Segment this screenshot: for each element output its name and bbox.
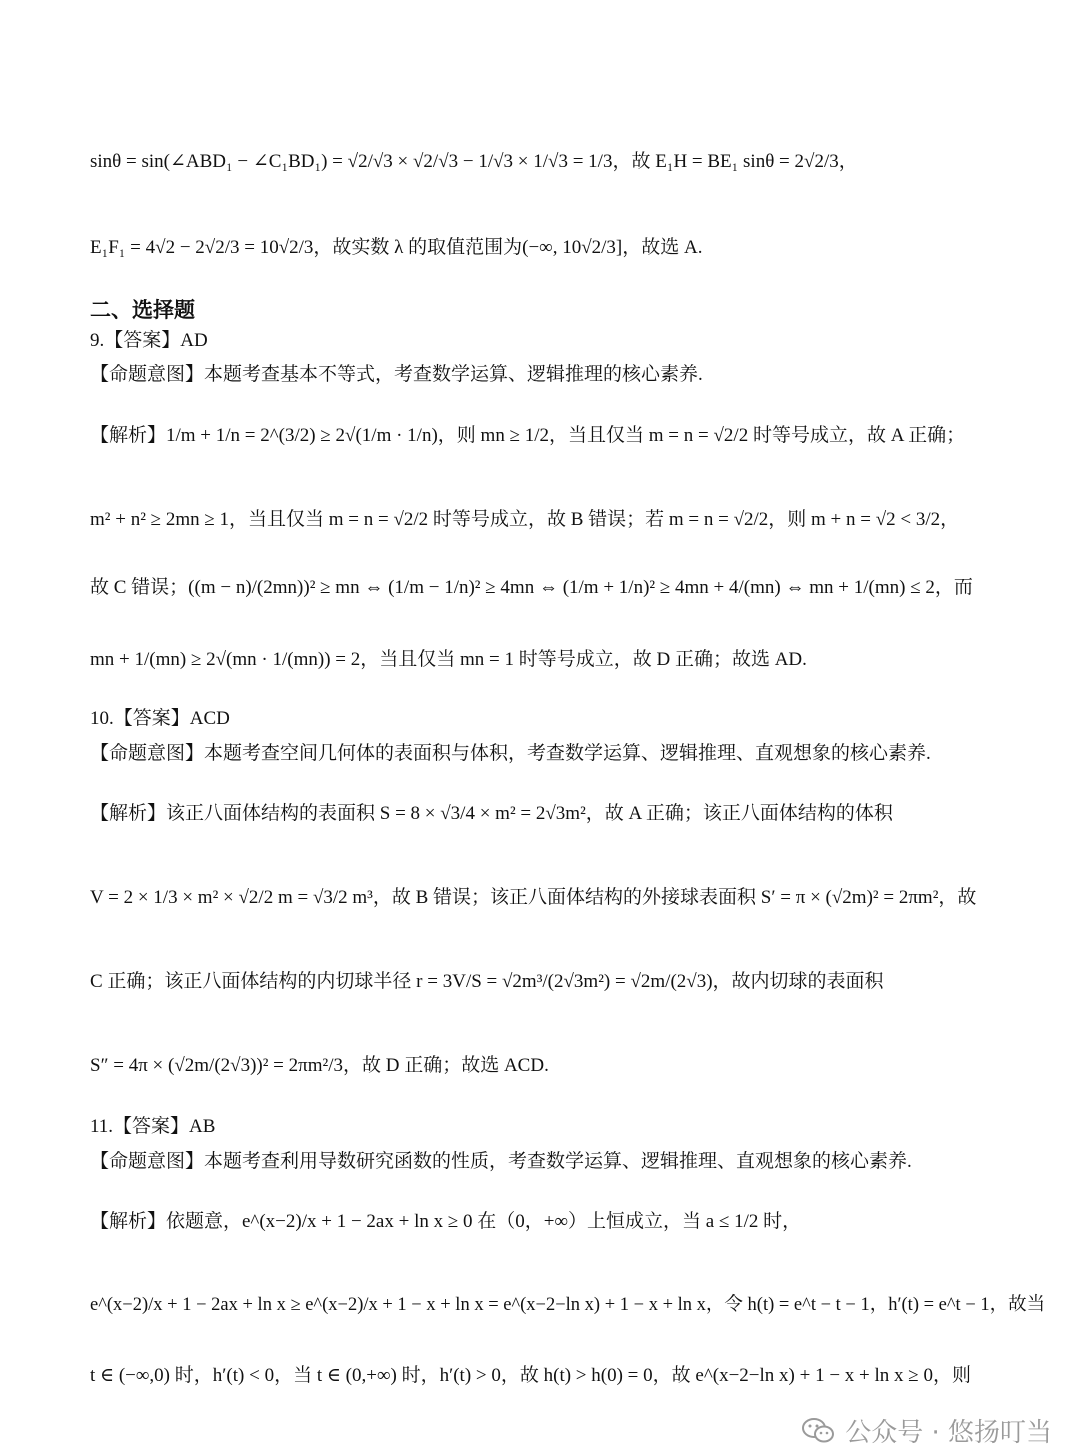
math-line-1: sinθ = sin(∠ABD₁ − ∠C₁BD₁) = √2/√3 × √2/√3 − 1/√3 × 1/√3 = 1/3，故 E₁H = BE₁ sinθ = 2√2/3，: [90, 151, 858, 172]
q11-analysis-2: e^(x−2)/x + 1 − 2ax + ln x ≥ e^(x−2)/x + 1 − x + ln x = e^(x−2−ln x) + 1 − x + ln x，令 h(t) = e^t − t − 1，h′(t) = e^t − 1，故当: [90, 1295, 1046, 1315]
q10-intent: 【命题意图】本题考查空间几何体的表面积与体积，考查数学运算、逻辑推理、直观想象的核心素养.: [90, 743, 931, 764]
q11-analysis-1: 【解析】依题意，e^(x−2)/x + 1 − 2ax + ln x ≥ 0 在（0，+∞）上恒成立，当 a ≤ 1/2 时，: [90, 1211, 802, 1232]
q10-answer: 10.【答案】ACD: [90, 708, 230, 729]
math-line-2: E₁F₁ = 4√2 − 2√2/3 = 10√2/3，故实数 λ 的取值范围为(−∞, 10√2/3]，故选 A.: [90, 237, 703, 258]
watermark: [801, 1412, 1052, 1449]
q9-intent: 【命题意图】本题考查基本不等式，考查数学运算、逻辑推理的核心素养.: [90, 364, 703, 385]
q9-analysis-1: 【解析】1/m + 1/n = 2^(3/2) ≥ 2√(1/m · 1/n)，则 mn ≥ 1/2，当且仅当 m = n = √2/2 时等号成立，故 A 正确；: [90, 425, 966, 446]
q11-intent: 【命题意图】本题考查利用导数研究函数的性质，考查数学运算、逻辑推理、直观想象的核心素养.: [90, 1151, 912, 1172]
q9-answer: 9.【答案】AD: [90, 330, 208, 351]
q10-analysis-4: S″ = 4π × (√2m/(2√3))² = 2πm²/3，故 D 正确；故选 ACD.: [90, 1055, 549, 1076]
wechat-icon: [801, 1417, 835, 1445]
q9-analysis-2: m² + n² ≥ 2mn ≥ 1，当且仅当 m = n = √2/2 时等号成立，故 B 错误；若 m = n = √2/2，则 m + n = √2 < 3/2，: [90, 509, 960, 530]
q10-analysis-2: V = 2 × 1/3 × m² × √2/2 m = √3/2 m³，故 B 错误；该正八面体结构的外接球表面积 S′ = π × (√2m)² = 2πm²，故: [90, 887, 977, 908]
q9-analysis-3: 故 C 错误；((m − n)/(2mn))² ≥ mn ⇔ (1/m − 1/n)² ≥ 4mn ⇔ (1/m + 1/n)² ≥ 4mn + 4/(mn) ⇔ mn + 1/(mn) ≤ 2，而: [90, 577, 973, 598]
q9-analysis-4: mn + 1/(mn) ≥ 2√(mn · 1/(mn)) = 2，当且仅当 mn = 1 时等号成立，故 D 正确；故选 AD.: [90, 649, 807, 670]
q10-analysis-1: 【解析】该正八面体结构的表面积 S = 8 × √3/4 × m² = 2√3m²，故 A 正确；该正八面体结构的体积: [90, 803, 893, 824]
q11-answer: 11.【答案】AB: [90, 1116, 216, 1137]
q11-analysis-3: t ∈ (−∞,0) 时，h′(t) < 0，当 t ∈ (0,+∞) 时，h′(t) > 0，故 h(t) > h(0) = 0，故 e^(x−2−ln x) + 1 − x + ln x ≥ 0，则: [90, 1365, 971, 1386]
section-heading: 二、选择题: [90, 298, 195, 322]
q10-analysis-3: C 正确；该正八面体结构的内切球半径 r = 3V/S = √2m³/(2√3m²) = √2m/(2√3)，故内切球的表面积: [90, 971, 884, 992]
watermark-text: 公众号 · 悠扬叮当: [845, 1418, 1052, 1448]
